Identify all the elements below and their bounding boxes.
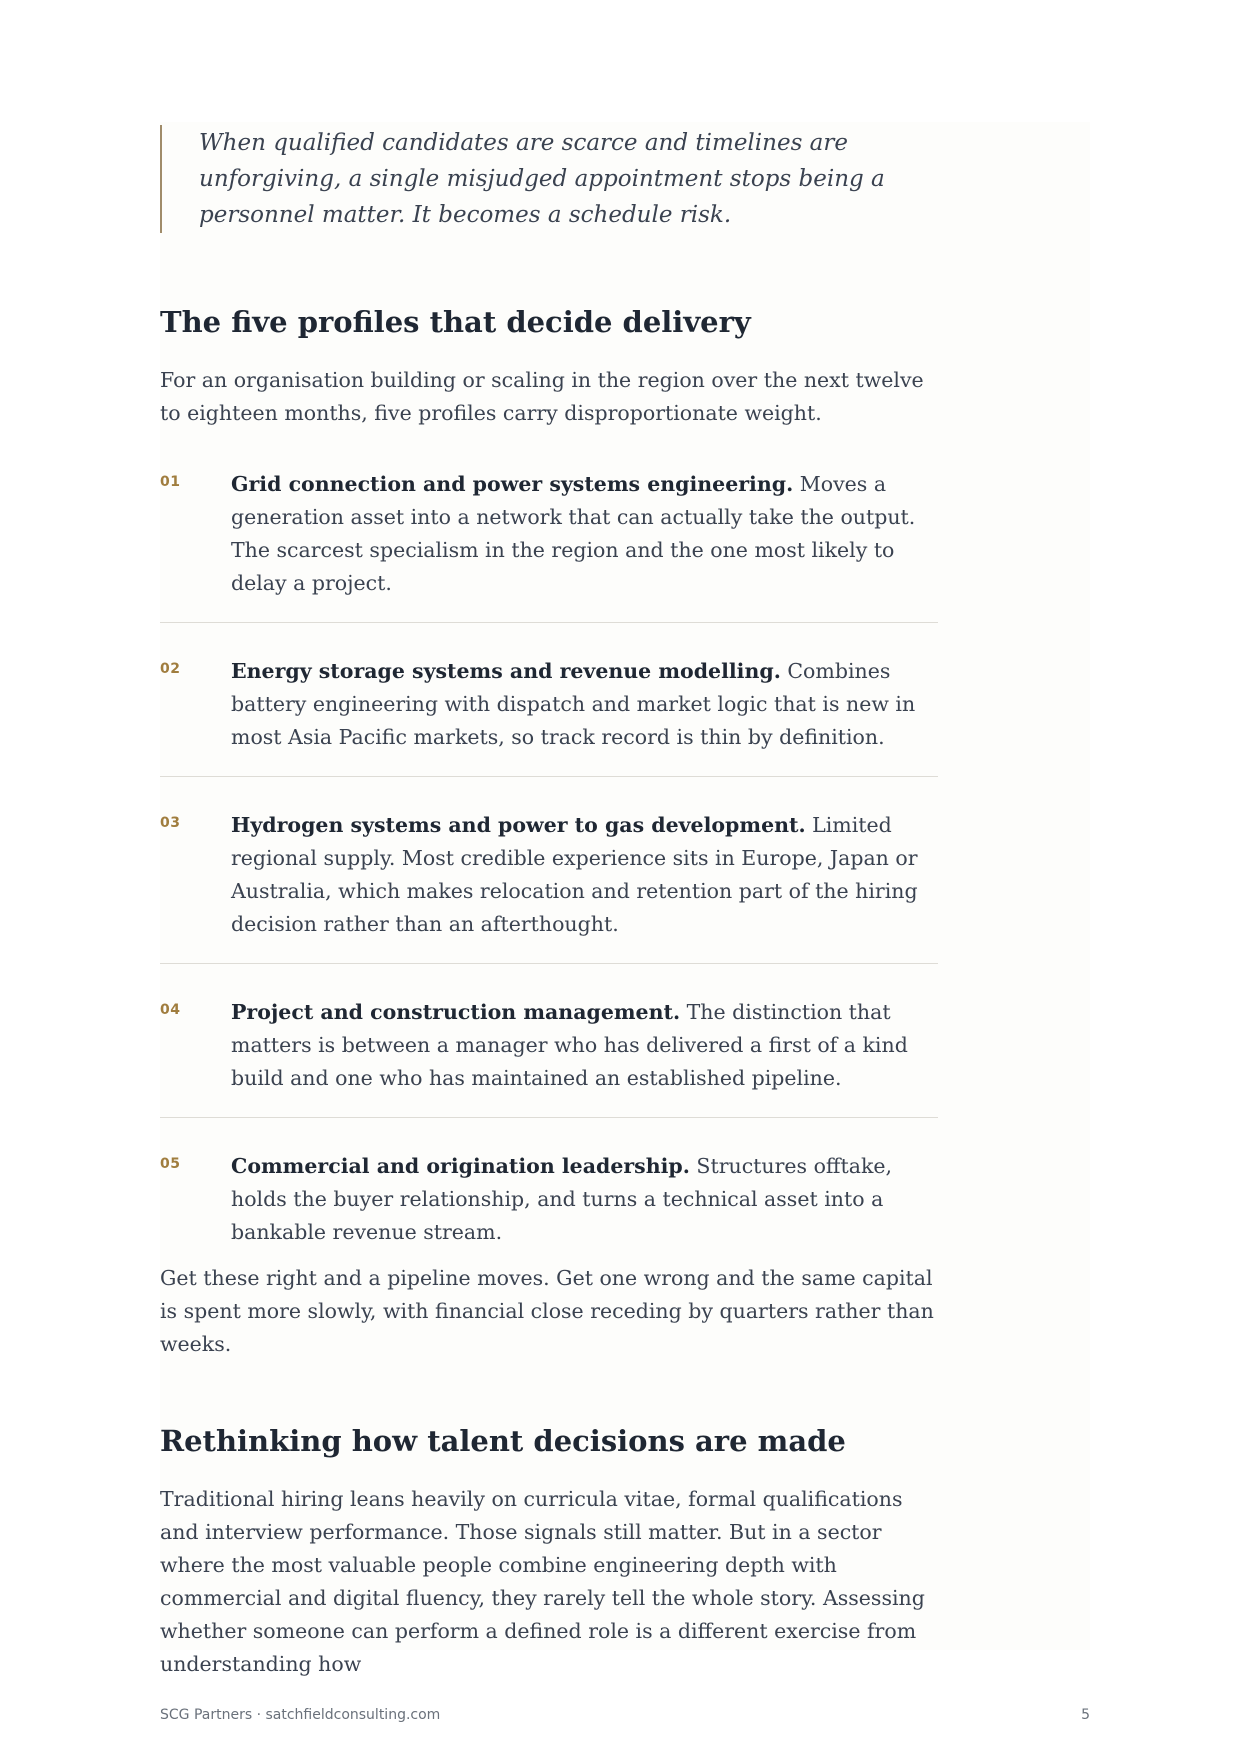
item-text [231, 1150, 938, 1249]
item-title: Commercial and origination leadership. [231, 1154, 690, 1178]
item-description: The distinction that matters is between a manager who has delivered a first of a kind build and one who has maintained an established pipeline. [231, 1000, 908, 1090]
section-heading-five-profiles: The five profiles that decide delivery [160, 305, 751, 339]
item-number: 02 [160, 661, 181, 677]
section-heading-rethinking: Rethinking how talent decisions are made [160, 1424, 846, 1458]
section-closing: Get these right and a pipeline moves. Get one wrong and the same capital is spent more slowly, with financial close receding by quarters rather than weeks. [160, 1266, 934, 1356]
list-item [160, 992, 938, 1118]
item-title: Hydrogen systems and power to gas development. [231, 813, 806, 837]
item-text [231, 809, 938, 941]
item-title: Project and construction management. [231, 1000, 681, 1024]
profile-list [160, 464, 938, 1299]
item-number: 05 [160, 1156, 181, 1172]
list-item [160, 651, 938, 777]
item-title: Grid connection and power systems engineering. [231, 472, 794, 496]
item-text [231, 468, 938, 600]
item-number: 04 [160, 1002, 181, 1018]
item-text [231, 655, 938, 754]
list-item [160, 1146, 938, 1271]
pull-quote: When qualified candidates are scarce and timelines are unforgiving, a single misjudged appointment stops being a personnel matter. It becomes a schedule risk. [160, 125, 959, 233]
section-intro: For an organisation building or scaling in the region over the next twelve to eighteen months, five profiles carry disproportionate weight. [160, 368, 924, 425]
list-item [160, 464, 938, 623]
item-number: 01 [160, 474, 181, 490]
item-title: Energy storage systems and revenue modelling. [231, 659, 781, 683]
item-description: Moves a generation asset into a network that can actually take the output. The scarcest specialism in the region and the one most likely to delay a project. [231, 472, 916, 595]
item-text [231, 996, 938, 1095]
item-description: Combines battery engineering with dispatch and market logic that is new in most Asia Pacific markets, so track record is thin by definition. [231, 659, 916, 749]
item-number: 03 [160, 815, 181, 831]
list-item [160, 805, 938, 964]
item-description: Limited regional supply. Most credible experience sits in Europe, Japan or Australia, which makes relocation and retention part of the hiring decision rather than an afterthought. [231, 813, 918, 936]
page-number: 5 [1081, 1707, 1090, 1723]
item-description: Structures offtake, holds the buyer relationship, and turns a technical asset into a bankable revenue stream. [231, 1154, 893, 1244]
footer-brand: SCG Partners · satchfieldconsulting.com [160, 1707, 441, 1723]
section-body: Traditional hiring leans heavily on curricula vitae, formal qualifications and interview performance. Those signals still matter. But in a sector where the most valuable people combine engineering depth with commercial and digital fluency, they rarely tell the whole story. Assessing whether someone can perform a defined role is a different exercise from understanding how [160, 1487, 925, 1676]
